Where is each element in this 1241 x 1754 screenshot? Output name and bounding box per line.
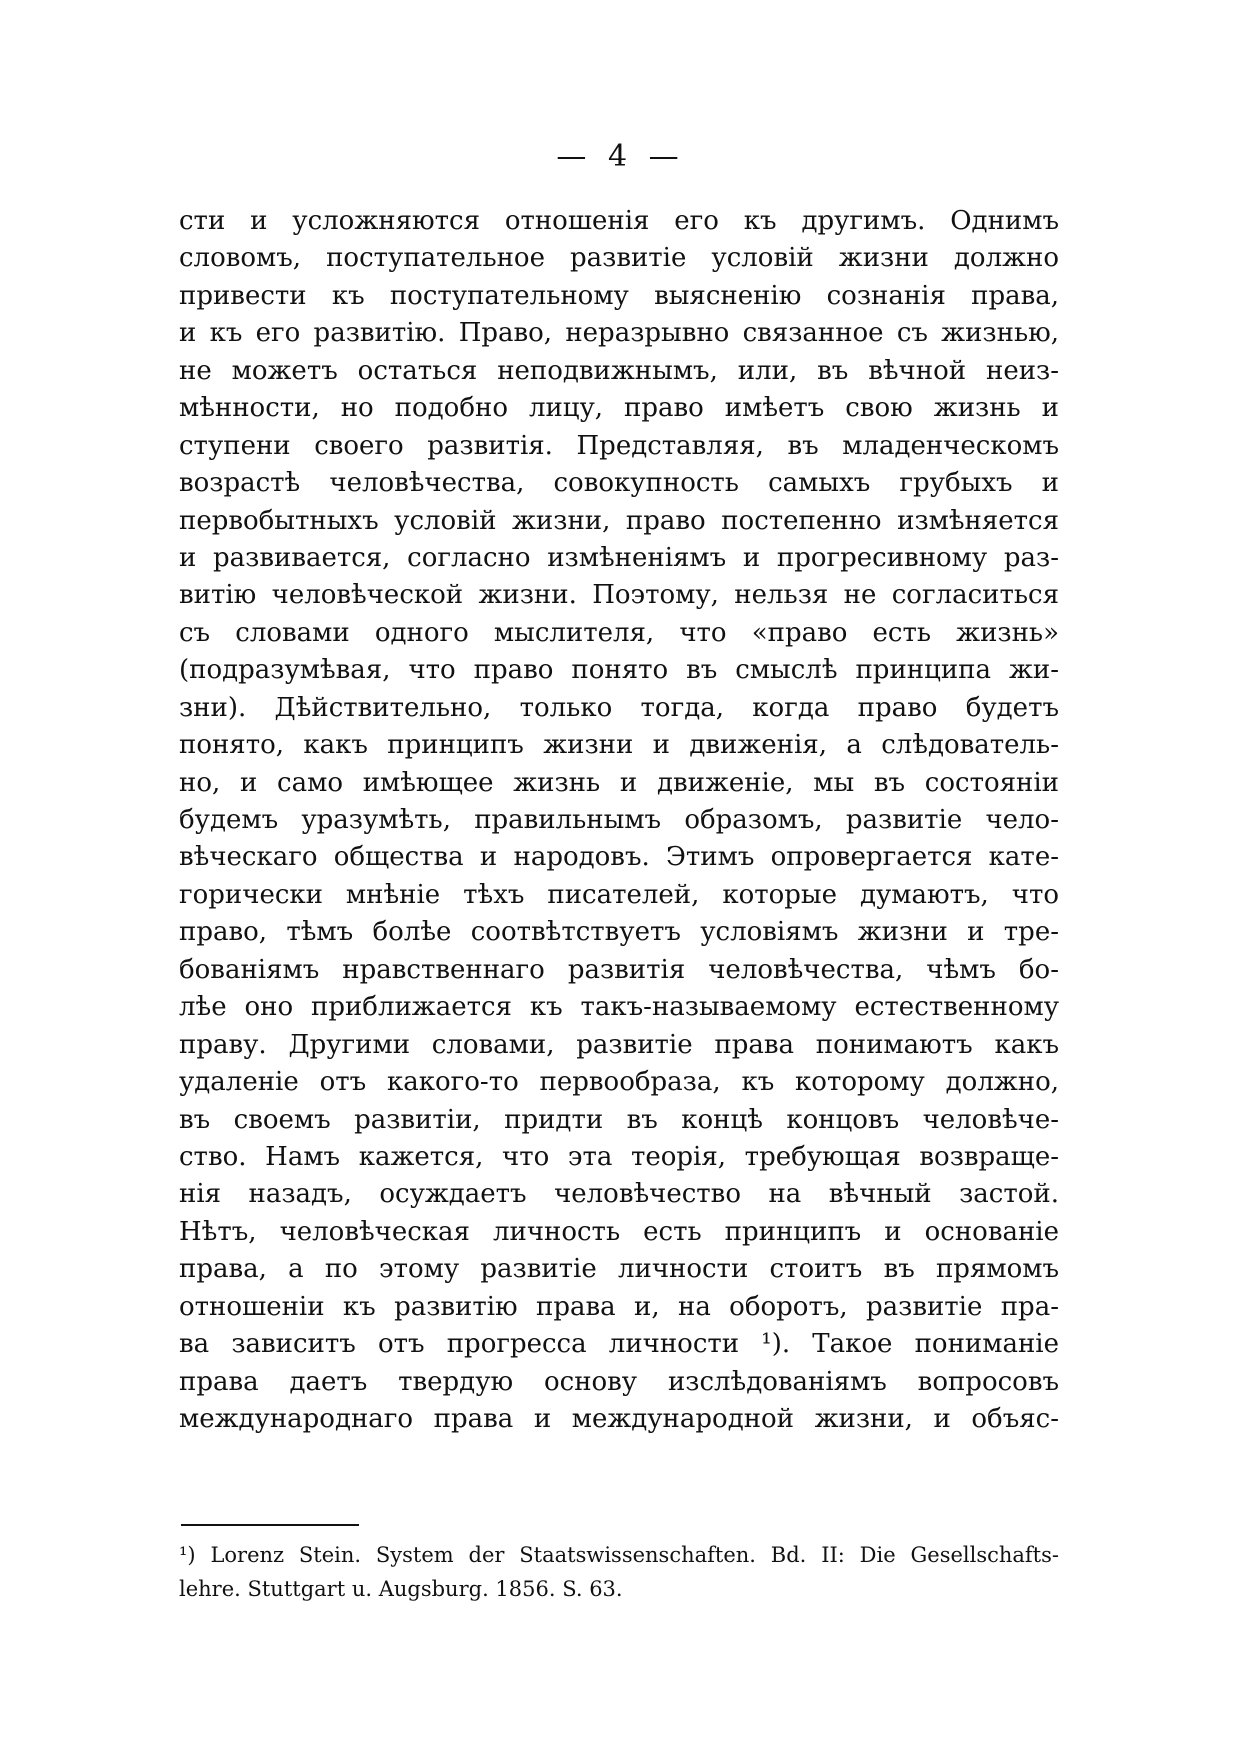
text-line: витію человѣческой жизни. Поэтому, нельзя не согласиться [179,580,1059,611]
page-number: — 4 — [556,139,685,174]
text-line: отношеніи къ развитію права и, на оборотъ, развитіе пра- [179,1291,1059,1322]
footnote-line: lehre. Stuttgart u. Augsburg. 1856. S. 63. [179,1577,623,1601]
footnote-divider [181,1524,359,1526]
text-line: словомъ, поступательное развитіе условій жизни должно [179,243,1059,274]
body-text [179,203,1059,1438]
text-line: ва зависитъ отъ прогресса личности ¹). Такое пониманіе [179,1329,1059,1360]
text-line: горически мнѣніе тѣхъ писателей, которые думаютъ, что [179,879,1059,910]
text-line: нія назадъ, осуждаетъ человѣчество на вѣчный застой. [179,1179,1059,1210]
text-line: право, тѣмъ болѣе соотвѣтствуетъ условіямъ жизни и тре- [179,917,1059,948]
footnote-line: ¹) Lorenz Stein. System der Staatswissenschaften. Bd. II: Die Gesellschafts- [179,1543,1059,1567]
text-line: въ своемъ развитіи, придти въ концѣ концовъ человѣче- [179,1104,1059,1135]
text-line: привести къ поступательному выясненію сознанія права, [179,280,1059,311]
text-line: первобытныхъ условій жизни, право постепенно измѣняется [179,505,1059,536]
text-line: бованіямъ нравственнаго развитія человѣчества, чѣмъ бо- [179,954,1059,985]
text-line: и развивается, согласно измѣненіямъ и прогресивному раз- [179,542,1059,573]
text-line: будемъ уразумѣть, правильнымъ образомъ, развитіе чело- [179,805,1059,835]
text-line: съ словами одного мыслителя, что «право есть жизнь» [179,617,1059,648]
text-line: и къ его развитію. Право, неразрывно связанное съ жизнью, [179,318,1059,349]
text-line: сти и усложняются отношенія его къ другимъ. Однимъ [179,206,1059,236]
text-line: праву. Другими словами, развитіе права понимаютъ какъ [179,1029,1059,1060]
text-line: удаленіе отъ какого-то первообраза, къ которому должно, [179,1067,1059,1098]
text-line: права, а по этому развитіе личности стоитъ въ прямомъ [179,1254,1059,1285]
text-line: понято, какъ принципъ жизни и движенія, а слѣдователь- [179,730,1059,761]
footnotes [179,1538,1059,1606]
text-line: права даетъ твердую основу изслѣдованіямъ вопросовъ [179,1366,1059,1397]
text-line: Нѣтъ, человѣческая личность есть принципъ и основаніе [179,1216,1059,1247]
text-line: зни). Дѣйствительно, только тогда, когда право будетъ [179,692,1059,723]
text-line: но, и само имѣющее жизнь и движеніе, мы въ состояніи [179,767,1059,798]
text-line: вѣческаго общества и народовъ. Этимъ опровергается кате- [179,842,1059,873]
text-line: мѣнности, но подобно лицу, право имѣетъ свою жизнь и [179,393,1059,424]
text-line: (подразумѣвая, что право понято въ смыслѣ принципа жи- [179,655,1059,686]
text-line: возрастѣ человѣчества, совокупность самыхъ грубыхъ и [179,468,1059,499]
text-line: международнаго права и международной жизни, и объяс- [179,1404,1059,1434]
text-line: лѣе оно приближается къ такъ-называемому естественному [179,992,1059,1023]
text-line: не можетъ остаться неподвижнымъ, или, въ вѣчной неиз- [179,355,1059,386]
text-line: ступени своего развитія. Представляя, въ младенческомъ [179,430,1059,461]
text-line: ство. Намъ кажется, что эта теорія, требующая возвраще- [179,1141,1059,1172]
